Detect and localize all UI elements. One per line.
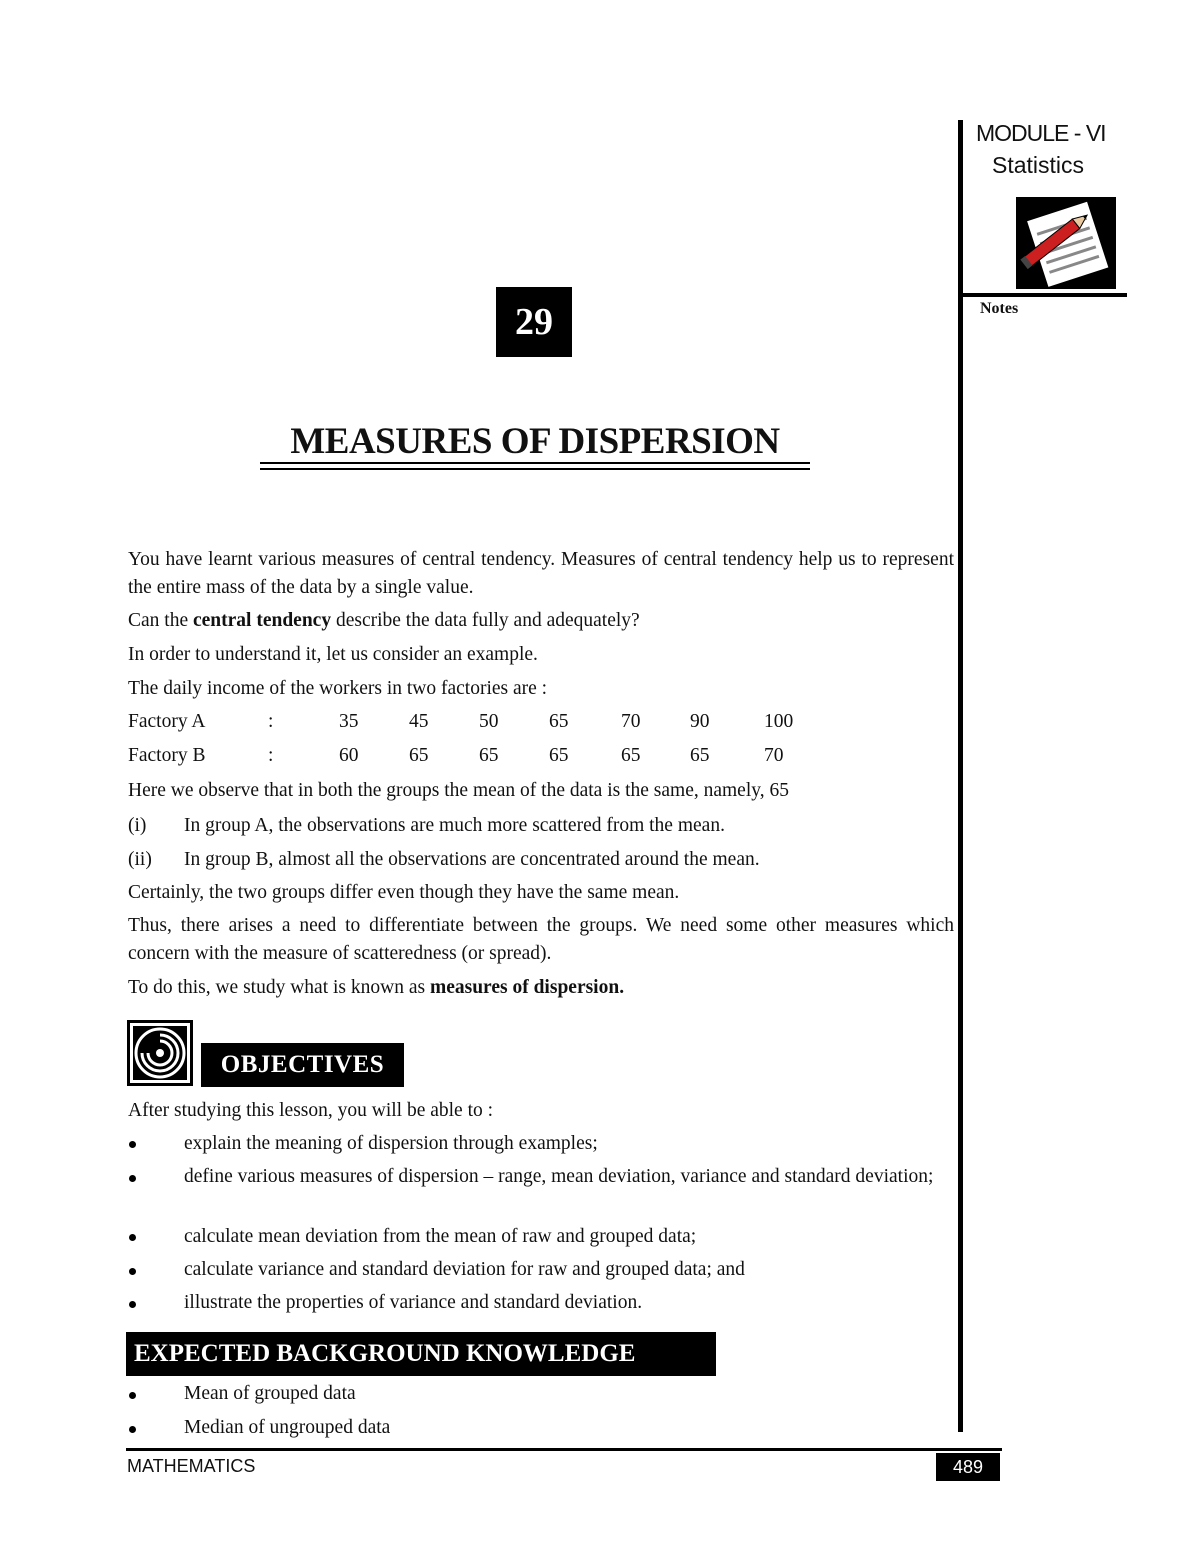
chapter-title: MEASURES OF DISPERSION (290, 421, 780, 462)
bullet-icon (129, 1141, 136, 1148)
table-cell: 90 (690, 711, 710, 732)
list-item: In group B, almost all the observations are concentrated around the mean. (184, 849, 760, 870)
bullet-icon (129, 1392, 136, 1399)
table-cell: 70 (621, 711, 641, 732)
footer-subject: MATHEMATICS (127, 1456, 256, 1476)
list-item: illustrate the properties of variance and standard deviation. (184, 1292, 643, 1313)
table-cell: 65 (621, 745, 641, 766)
list-item: Median of ungrouped data (184, 1417, 391, 1438)
question-paragraph (128, 607, 954, 635)
notebook-pencil-icon (1014, 195, 1118, 291)
list-marker: (ii) (128, 849, 152, 870)
table-cell: 65 (409, 745, 429, 766)
section-heading: EXPECTED BACKGROUND KNOWLEDGE (126, 1332, 716, 1376)
row-separator: : (268, 711, 274, 732)
module-label: MODULE - VI (976, 120, 1106, 146)
section-heading: OBJECTIVES (201, 1043, 404, 1087)
paragraph (128, 974, 954, 1002)
list-item: calculate mean deviation from the mean of raw and grouped data; (184, 1226, 697, 1247)
table-cell: 65 (479, 745, 499, 766)
row-label: Factory A (128, 711, 206, 732)
list-marker: (i) (128, 815, 147, 836)
table-cell: 65 (549, 711, 569, 732)
text-run: To do this, we study what is known as (128, 977, 430, 998)
target-spiral-icon (126, 1019, 194, 1087)
page-number: 489 (936, 1453, 1000, 1481)
footer-rule (126, 1448, 1002, 1451)
bullet-icon (129, 1301, 136, 1308)
paragraph: Certainly, the two groups differ even though they have the same mean. (128, 882, 680, 903)
intro-paragraph: You have learnt various measures of central tendency. Measures of central tendency help us to represent the entire mass of the data by a single value. (128, 549, 954, 598)
list-item: In group A, the observations are much more scattered from the mean. (184, 815, 725, 836)
title-underline (260, 468, 810, 470)
paragraph: In order to understand it, let us consider an example. (128, 644, 538, 665)
table-cell: 65 (690, 745, 710, 766)
list-item: calculate variance and standard deviation for raw and grouped data; and (184, 1259, 745, 1280)
bold-term: measures of dispersion. (429, 977, 625, 998)
table-cell: 50 (479, 711, 499, 732)
margin-rule (958, 120, 963, 1432)
row-label: Factory B (128, 745, 206, 766)
paragraph: Thus, there arises a need to differentiate between the groups. We need some other measures which concern with the measure of scatteredness (or spread). (128, 915, 954, 964)
table-cell: 45 (409, 711, 429, 732)
table-cell: 100 (764, 711, 794, 732)
paragraph: After studying this lesson, you will be able to : (128, 1100, 494, 1121)
bullet-icon (129, 1175, 136, 1182)
table-cell: 35 (339, 711, 359, 732)
bold-term: central tendency (192, 610, 332, 631)
list-item: explain the meaning of dispersion through examples; (184, 1133, 598, 1154)
chapter-number: 29 (496, 287, 572, 357)
section-label: Statistics (992, 152, 1085, 178)
text-run: describe the data fully and adequately? (331, 610, 640, 631)
table-cell: 70 (764, 745, 784, 766)
text-run: Can the (128, 610, 193, 631)
list-item: Mean of grouped data (184, 1383, 356, 1404)
paragraph: The daily income of the workers in two factories are : (128, 678, 548, 699)
bullet-icon (129, 1426, 136, 1433)
table-cell: 65 (549, 745, 569, 766)
table-cell: 60 (339, 745, 359, 766)
bullet-icon (129, 1234, 136, 1241)
notes-label: Notes (980, 300, 1019, 317)
bullet-icon (129, 1268, 136, 1275)
title-underline (260, 462, 810, 464)
row-separator: : (268, 745, 274, 766)
notes-rule (962, 293, 1127, 297)
list-item: define various measures of dispersion – range, mean deviation, variance and standard deviation; (184, 1166, 934, 1187)
paragraph: Here we observe that in both the groups the mean of the data is the same, namely, 65 (128, 780, 789, 801)
